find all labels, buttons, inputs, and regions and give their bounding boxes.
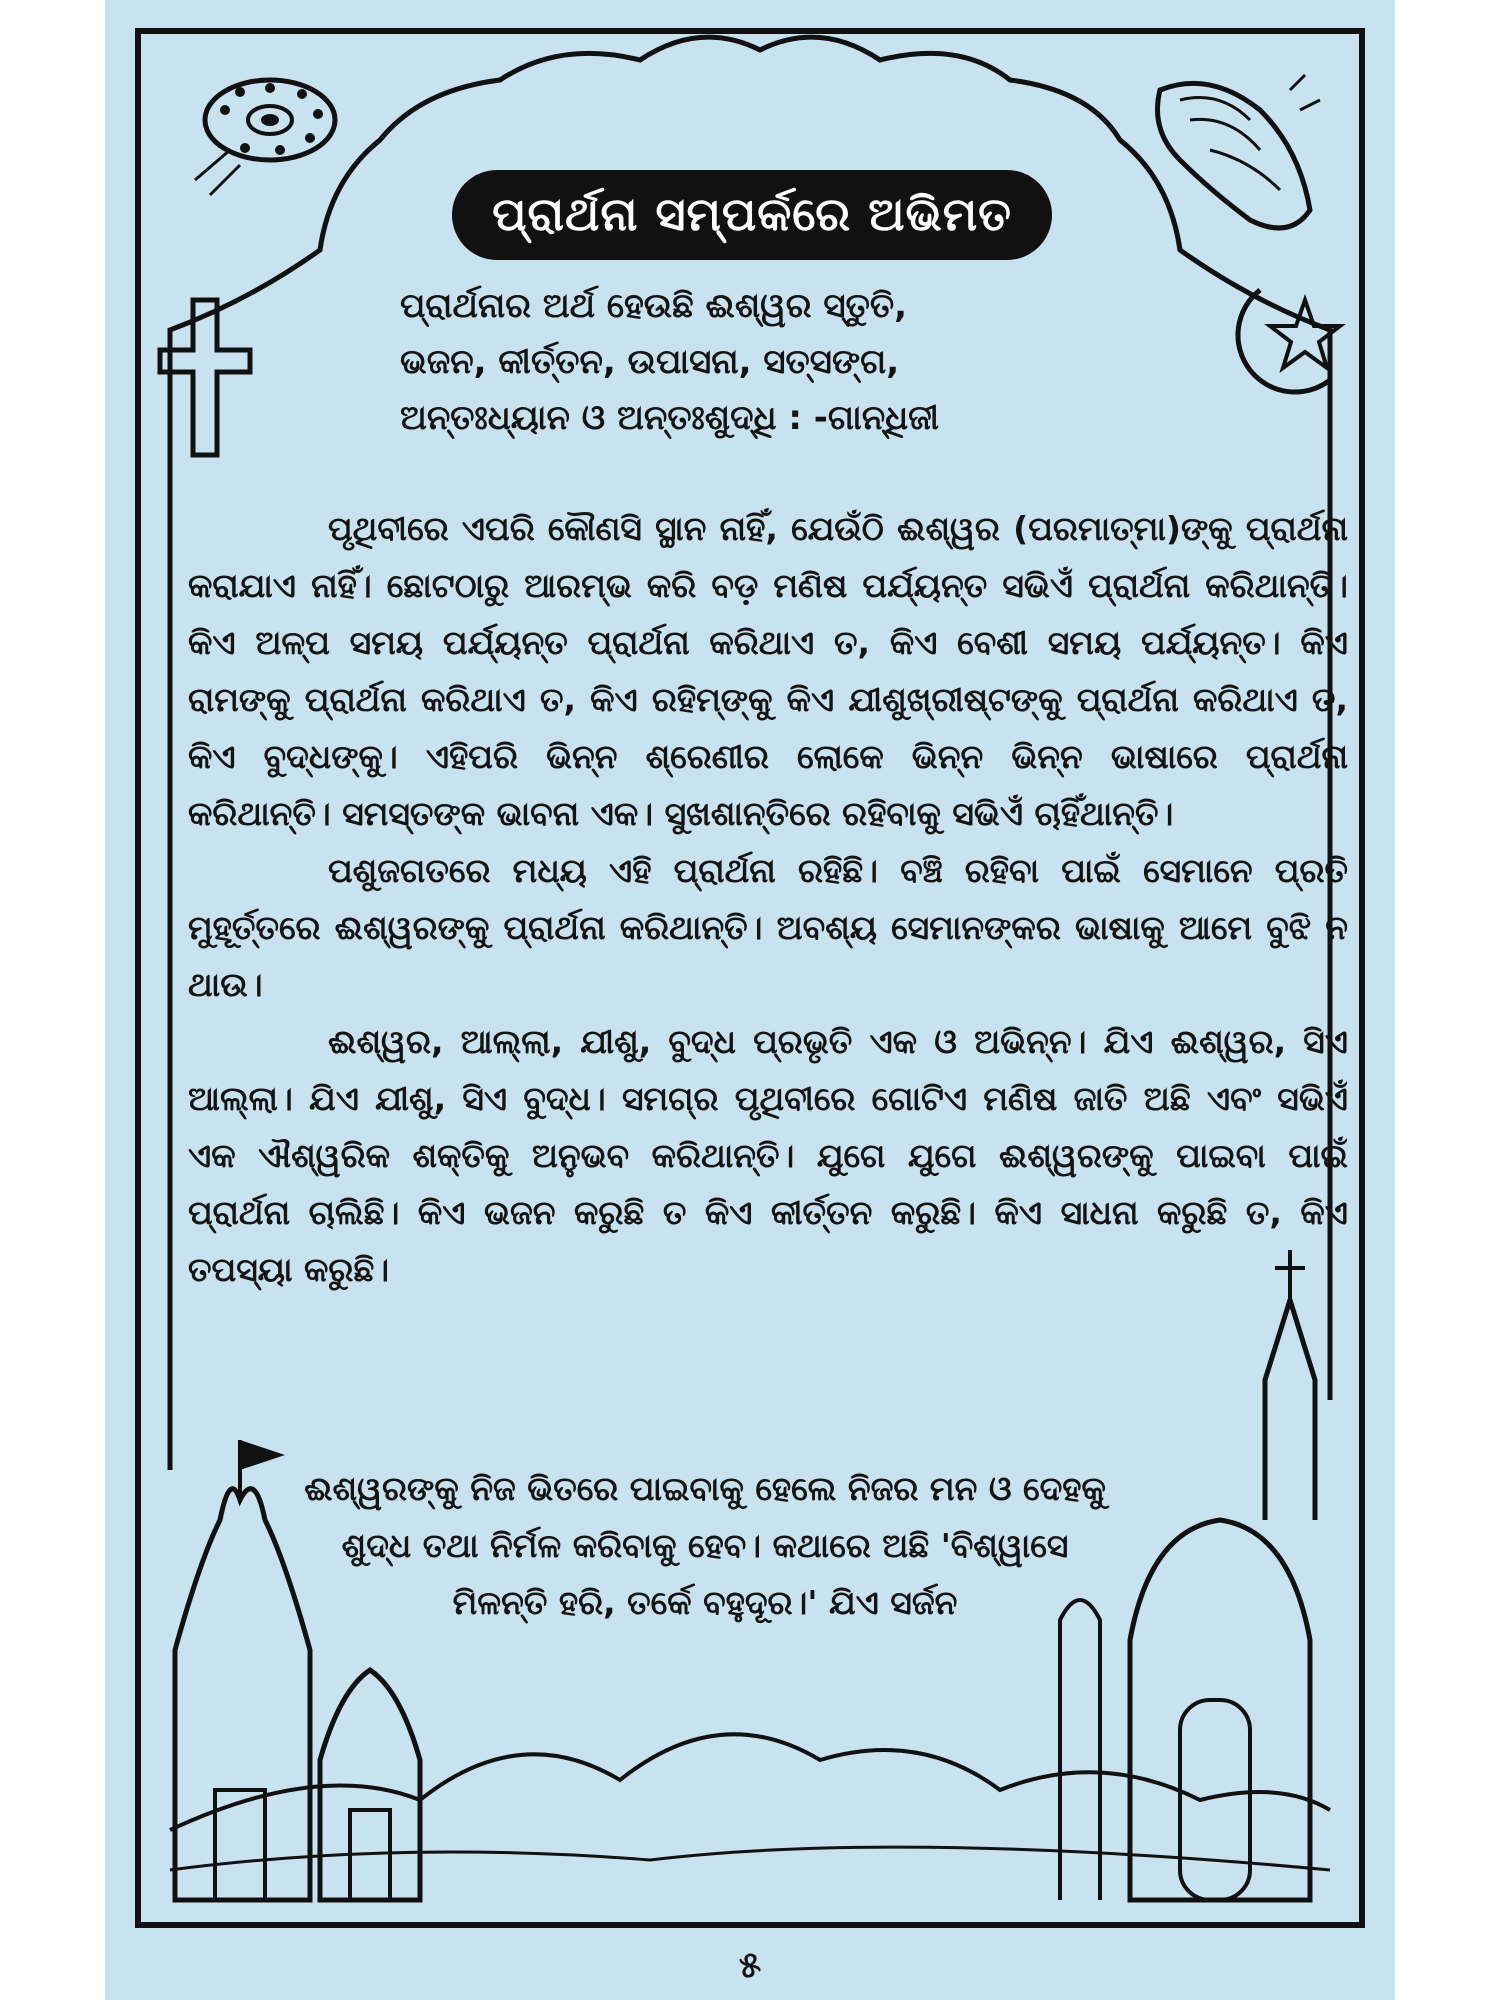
paragraph: ପଶୁଜଗତରେ ମଧ୍ୟ ଏହି ପ୍ରାର୍ଥନା ରହିଛି। ବଞ୍ଚି ରହିବା ପାଇଁ ସେମାନେ ପ୍ରତି ମୁହୂର୍ତ୍ତରେ ଈଶ୍ୱରଙ୍କୁ ପ୍ରାର୍ଥନା କରିଥାନ୍ତି। ଅବଶ୍ୟ ସେମାନଙ୍କର ଭାଷାକୁ ଆମେ ବୁଝି ନ ଥାଉ।	[188, 851, 1348, 1004]
dharma-wheel-icon	[195, 80, 335, 195]
quote-line: ପ୍ରାର୍ଥନାର ଅର୍ଥ ହେଉଛି ଈଶ୍ୱର ସ୍ତୁତି,	[400, 286, 907, 326]
cross-icon	[160, 300, 250, 455]
body-text	[188, 500, 1348, 1298]
crescent-star-icon	[1238, 290, 1340, 392]
hills-illustration	[170, 1734, 1330, 1830]
quote-line: ଅନ୍ତଃଧ୍ୟାନ ଓ ଅନ୍ତଃଶୁଦ୍ଧି : -ଗାନ୍ଧିଜୀ	[400, 398, 940, 438]
paragraph: ପୃଥିବୀରେ ଏପରି କୌଣସି ସ୍ଥାନ ନାହିଁ, ଯେଉଁଠି ଈଶ୍ୱର (ପରମାତ୍ମା)ଙ୍କୁ ପ୍ରାର୍ଥନା କରାଯାଏ ନାହିଁ। ଛୋଟଠାରୁ ଆରମ୍ଭ କରି ବଡ଼ ମଣିଷ ପର୍ଯ୍ୟନ୍ତ ସଭିଏଁ ପ୍ରାର୍ଥନା କରିଥାନ୍ତି। କିଏ ଅଳ୍ପ ସମୟ ପର୍ଯ୍ୟନ୍ତ ପ୍ରାର୍ଥନା କରିଥାଏ ତ, କିଏ ବେଶୀ ସମୟ ପର୍ଯ୍ୟନ୍ତ। କିଏ ରାମଙ୍କୁ ପ୍ରାର୍ଥନା କରିଥାଏ ତ, କିଏ ରହିମ୍‌ଙ୍କୁ କିଏ ଯୀଶୁଖ୍ରୀଷ୍ଟଙ୍କୁ ପ୍ରାର୍ଥନା କରିଥାଏ ତ, କିଏ ବୁଦ୍ଧଙ୍କୁ। ଏହିପରି ଭିନ୍ନ ଶ୍ରେଣୀର ଲୋକେ ଭିନ୍ନ ଭିନ୍ନ ଭାଷାରେ ପ୍ରାର୍ଥନା କରିଥାନ୍ତି। ସମସ୍ତଙ୍କ ଭାବନା ଏକ। ସୁଖଶାନ୍ତିରେ ରହିବାକୁ ସଭିଏଁ ଚାହିଁଥାନ୍ତି।	[188, 509, 1348, 833]
conch-shell-icon	[1158, 75, 1321, 228]
gandhi-quote	[400, 278, 1080, 446]
paragraph: ଈଶ୍ୱର, ଆଲ୍ଲା, ଯୀଶୁ, ବୁଦ୍ଧ ପ୍ରଭୃତି ଏକ ଓ ଅଭିନ୍ନ। ଯିଏ ଈଶ୍ୱର, ସିଏ ଆଲ୍ଲା। ଯିଏ ଯୀଶୁ, ସିଏ ବୁଦ୍ଧ। ସମଗ୍ର ପୃଥିବୀରେ ଗୋଟିଏ ମଣିଷ ଜାତି ଅଛି ଏବଂ ସଭିଏଁ ଏକ ଐଶ୍ୱରିକ ଶକ୍ତିକୁ ଅନୁଭବ କରିଥାନ୍ତି। ଯୁଗେ ଯୁଗେ ଈଶ୍ୱରଙ୍କୁ ପାଇବା ପାଇଁ ପ୍ରାର୍ଥନା ଚାଲିଛି। କିଏ ଭଜନ କରୁଛି ତ କିଏ କୀର୍ତ୍ତନ କରୁଛି। କିଏ ସାଧନା କରୁଛି ତ, କିଏ ତପସ୍ୟା କରୁଛି।	[188, 1022, 1348, 1289]
quote-line: ଭଜନ, କୀର୍ତ୍ତନ, ଉପାସନା, ସତ୍‌ସଙ୍ଗ,	[400, 342, 900, 382]
title-banner	[452, 170, 1052, 260]
page-title: ପ୍ରାର୍ଥନା ସମ୍ପର୍କରେ ଅଭିମତ	[492, 187, 1012, 241]
page-number: ୫	[738, 1945, 762, 1986]
closing-text: ଈଶ୍ୱରଙ୍କୁ ନିଜ ଭିତରେ ପାଇବାକୁ ହେଲେ ନିଜର ମନ ଓ ଦେହକୁ ଶୁଦ୍ଧ ତଥା ନିର୍ମଳ କରିବାକୁ ହେବ। କଥାରେ ଅଛି 'ବିଶ୍ୱାସେ ମିଳନ୍ତି ହରି, ତର୍କେ ବହୁଦୂର।' ଯିଏ ସର୍ଜନ	[304, 1469, 1106, 1622]
